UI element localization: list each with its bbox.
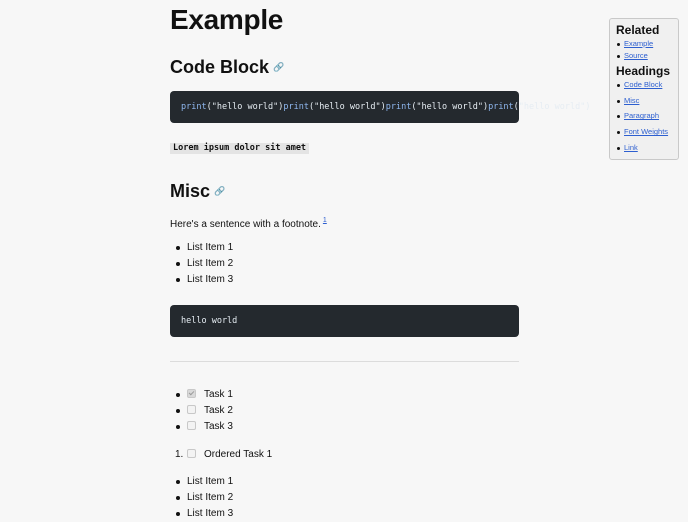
list-item: List Item 2	[170, 256, 233, 272]
task-item	[170, 387, 233, 403]
footnote-ref[interactable]: 1	[322, 217, 327, 224]
task-checkbox[interactable]	[187, 389, 196, 398]
related-link-source[interactable]: Source	[624, 51, 648, 60]
list-item: List Item 1	[170, 240, 233, 256]
inline-code: Lorem ipsum dolor sit amet	[170, 143, 309, 154]
code-block-heading-text: Code Block	[170, 57, 270, 77]
code-block-2[interactable]	[170, 305, 519, 337]
toc-item	[616, 50, 672, 62]
headings-heading: Headings	[616, 64, 671, 78]
code-args: ("hello world")	[206, 102, 284, 112]
ordered-task-item	[187, 448, 272, 462]
link-icon[interactable]: 🔗	[273, 62, 285, 72]
heading-links	[616, 79, 672, 154]
toc-link-misc[interactable]: Misc	[624, 95, 640, 105]
code-block-heading	[170, 56, 284, 78]
toc-link-link[interactable]: Link	[624, 142, 638, 152]
related-heading: Related	[616, 23, 660, 37]
task-checkbox[interactable]	[187, 405, 196, 414]
code-block[interactable]	[170, 91, 591, 123]
related-link-example[interactable]: Example	[624, 39, 654, 48]
code-args: ("hello world")	[308, 102, 386, 112]
toc-link-font-weights[interactable]: Font Weights	[624, 127, 669, 137]
toc-link-code-block[interactable]: Code Block	[624, 80, 663, 89]
toc-item	[616, 142, 672, 154]
toc-item	[616, 110, 672, 122]
paragraph-text: Here's a sentence with a footnote.	[170, 219, 321, 230]
list-item: List Item 2	[170, 490, 233, 506]
toc-item	[616, 126, 672, 138]
table-of-contents	[609, 18, 679, 160]
task-label: Ordered Task 1	[204, 449, 273, 460]
task-checkbox[interactable]	[187, 421, 196, 430]
list-item: List Item 1	[170, 474, 233, 490]
task-label: Task 2	[204, 405, 233, 416]
misc-heading	[170, 180, 225, 202]
code-fn: print	[385, 102, 412, 112]
bullet-list	[170, 240, 233, 288]
toc-item	[616, 95, 672, 107]
ordered-number: 1.	[175, 449, 184, 460]
list-item: List Item 3	[170, 506, 233, 522]
code-args: ("hello world")	[411, 102, 489, 112]
misc-heading-text: Misc	[170, 181, 211, 201]
related-links	[616, 38, 672, 62]
task-label: Task 1	[204, 389, 233, 400]
list-item: List Item 3	[170, 272, 233, 288]
code-args: ("hello world")	[513, 102, 591, 112]
code-fn: print	[488, 102, 514, 112]
bullet-list-2	[170, 474, 233, 522]
task-item	[170, 419, 233, 435]
toc-item	[616, 38, 672, 50]
code-fn: print	[181, 102, 207, 112]
task-item	[170, 403, 233, 419]
toc-item	[616, 79, 672, 91]
footnote-paragraph	[170, 214, 327, 232]
task-checkbox[interactable]	[187, 449, 196, 458]
page-title: Example	[170, 4, 284, 35]
code-fn: print	[283, 102, 309, 112]
toc-link-paragraph[interactable]: Paragraph	[624, 111, 660, 121]
code-text: hello world	[181, 316, 238, 326]
link-icon[interactable]: 🔗	[214, 186, 226, 196]
task-list	[170, 387, 233, 435]
task-label: Task 3	[204, 421, 233, 432]
code-line	[170, 91, 591, 123]
divider	[170, 361, 519, 362]
